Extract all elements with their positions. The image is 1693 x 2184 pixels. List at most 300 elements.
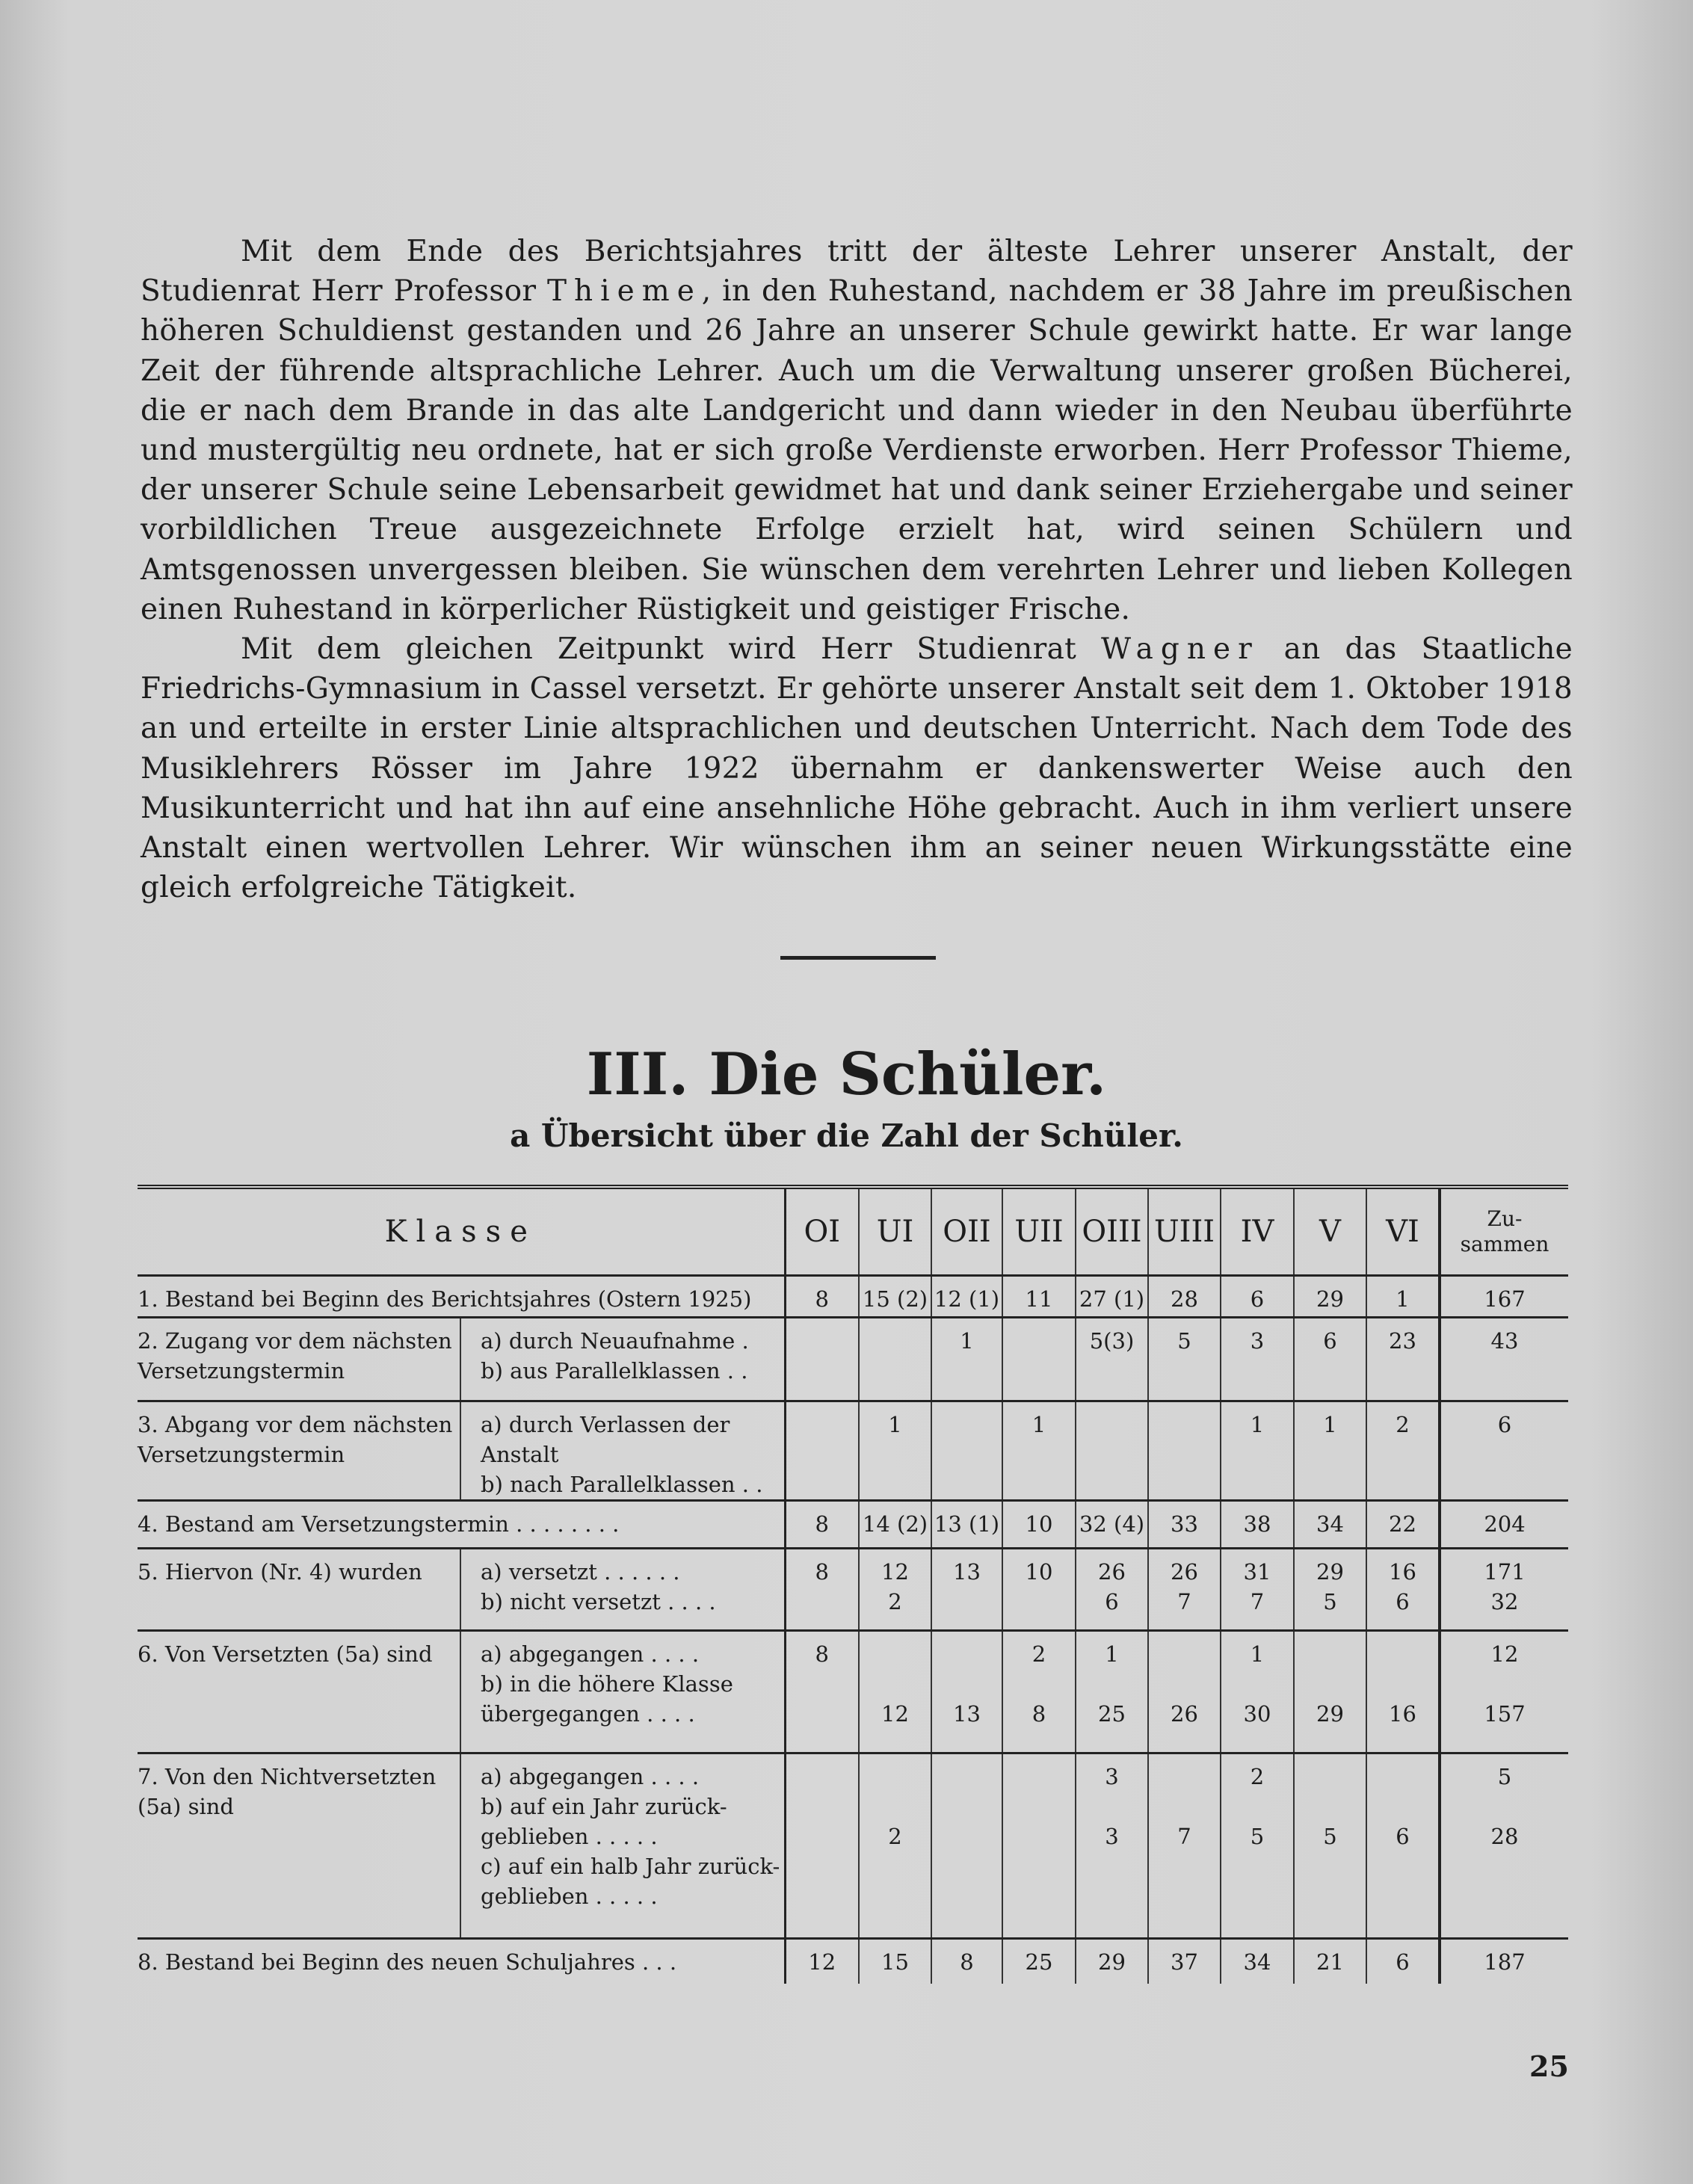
cell-value: 37 <box>1171 1949 1198 1975</box>
table-row <box>138 1753 1568 1939</box>
row-sublabel-line: b) nach Parallelklassen . . <box>481 1472 763 1497</box>
pupil-statistics-table <box>138 1185 1568 1984</box>
total-cell <box>1440 1318 1568 1401</box>
value-cell <box>1294 1401 1366 1501</box>
header-class: IV <box>1221 1187 1294 1276</box>
cell-value: 1 <box>1105 1641 1119 1667</box>
header-class: VI <box>1366 1187 1440 1276</box>
table-row <box>138 1276 1568 1318</box>
cell-value <box>1003 1762 1075 1792</box>
row-sublabel-line: b) aus Parallelklassen . . <box>481 1358 748 1383</box>
cell-value: 15 <box>881 1949 909 1975</box>
value-cell <box>1148 1753 1221 1939</box>
cell-value: 5 <box>1250 1824 1265 1849</box>
row-sublabel-line: a) abgegangen . . . . <box>481 1641 700 1667</box>
cell-value: 1 <box>960 1328 974 1354</box>
value-cell <box>1294 1276 1366 1318</box>
cell-value: 23 <box>1389 1328 1416 1354</box>
row-label-line: 7. Von den Nichtversetzten <box>138 1764 437 1789</box>
cell-value <box>860 1762 931 1792</box>
row-label <box>138 1318 460 1401</box>
table-header-row <box>138 1187 1568 1276</box>
header-total-line2: sammen <box>1460 1232 1549 1256</box>
cell-value <box>786 1326 859 1356</box>
header-class: UIII <box>1148 1187 1221 1276</box>
value-cell <box>931 1753 1002 1939</box>
value-cell <box>931 1501 1002 1549</box>
row-label-line: 2. Zugang vor dem nächsten <box>138 1328 452 1354</box>
section-divider <box>780 956 936 960</box>
value-cell <box>931 1318 1002 1401</box>
value-cell <box>1221 1276 1294 1318</box>
paragraph-1 <box>141 232 1573 629</box>
cell-value: 33 <box>1171 1511 1198 1537</box>
cell-value: 1 <box>1396 1286 1410 1312</box>
cell-value: 29 <box>1098 1949 1126 1975</box>
cell-value: 31 <box>1243 1559 1271 1585</box>
value-cell <box>1366 1401 1440 1501</box>
value-cell <box>859 1318 931 1401</box>
cell-value <box>1221 1669 1293 1699</box>
text-segment: an das Staatliche Friedrichs-Gymnasium in Cassel versetzt. Er gehörte unserer Anstalt seit dem 1. Oktober 1918 an und erteilte in erster Linie altsprachlichen und deutschen Unterricht. Nach dem Tode des Musiklehrers Rösser im Jahre 1922 übernahm er dankenswerter Weise auch den Musikunterricht und hat ihn auf eine ansehnliche Höhe gebracht. Auch in ihm verliert unsere Anstalt einen wertvollen Lehrer. Wir wünschen ihm an seiner neuen Wirkungsstätte eine gleich erfolgreiche Tätigkeit. <box>141 632 1573 905</box>
value-cell <box>1221 1549 1294 1631</box>
value-cell <box>785 1631 859 1753</box>
text-segment: , in den Ruhestand, nachdem er 38 Jahre im preußischen höheren Schuldienst gestanden und 26 Jahre an unserer Schule gewirkt hatte. Er war lange Zeit der führende altsprachliche Lehrer. Auch um die Verwaltung unserer großen Bücherei, die er nach dem Brande in das alte Landgericht und dann wieder in den Neubau überführte und mustergültig neu ordnete, hat er sich große Verdienste erworben. Herr Professor Thieme, der unserer Schule seine Lebensarbeit gewidmet hat und dank seiner Erziehergabe und seiner vorbildlichen Treue ausgezeichnete Erfolge erzielt hat, wird seinen Schülern und Amtsgenossen unvergessen bleiben. Sie wünschen dem verehrten Lehrer und lieben Kollegen einen Ruhestand in körperlicher Rüstigkeit und geistiger Frische. <box>141 274 1573 626</box>
page-number: 25 <box>1529 2049 1569 2083</box>
total-cell <box>1440 1501 1568 1549</box>
cell-value: 1 <box>1031 1412 1046 1437</box>
value-cell <box>1366 1939 1440 1984</box>
cell-value: 3 <box>1105 1764 1119 1789</box>
cell-value: 6 <box>1105 1589 1119 1614</box>
cell-value: 34 <box>1243 1949 1271 1975</box>
row-sublabel-line: c) auf ein halb Jahr zurück- <box>481 1854 780 1879</box>
cell-value: 26 <box>1171 1559 1198 1585</box>
cell-value: 15 (2) <box>862 1286 928 1312</box>
cell-value: 8 <box>815 1641 829 1667</box>
row-sublabels <box>460 1549 785 1631</box>
value-cell <box>1148 1401 1221 1501</box>
row-label-line: 3. Abgang vor dem nächsten <box>138 1412 453 1437</box>
cell-value <box>1149 1410 1220 1440</box>
cell-value <box>786 1851 859 1881</box>
spaced-name: Wagner <box>1100 632 1259 667</box>
cell-value <box>786 1762 859 1792</box>
header-class: OII <box>931 1187 1002 1276</box>
table-row <box>138 1631 1568 1753</box>
value-cell <box>1076 1753 1148 1939</box>
cell-value: 6 <box>1396 1824 1410 1849</box>
value-cell <box>785 1501 859 1549</box>
cell-value <box>932 1851 1002 1881</box>
value-cell <box>1366 1276 1440 1318</box>
total-cell <box>1440 1631 1568 1753</box>
row-sublabel-line: geblieben . . . . . <box>481 1884 658 1909</box>
cell-value: 3 <box>1105 1824 1119 1849</box>
cell-value: 12 <box>881 1559 909 1585</box>
value-cell <box>1002 1401 1076 1501</box>
cell-value: 11 <box>1025 1286 1053 1312</box>
cell-value: 12 <box>881 1701 909 1727</box>
cell-value <box>932 1587 1002 1617</box>
cell-value: 1 <box>888 1412 902 1437</box>
cell-value <box>1295 1881 1366 1911</box>
cell-value <box>786 1669 859 1699</box>
row-label <box>138 1939 785 1984</box>
table-row <box>138 1401 1568 1501</box>
value-cell <box>1294 1549 1366 1631</box>
total-cell <box>1440 1939 1568 1984</box>
total-cell <box>1440 1401 1568 1501</box>
cell-value: 27 (1) <box>1079 1286 1145 1312</box>
cell-value: 22 <box>1389 1511 1416 1537</box>
cell-value <box>1441 1851 1568 1881</box>
row-sublabel-line: b) auf ein Jahr zurück- <box>481 1794 727 1819</box>
text-segment: Mit dem Ende des Berichtsjahres tritt der älteste Lehrer unserer Anstalt, der Studienrat Herr Professor <box>141 235 1573 309</box>
value-cell <box>1366 1549 1440 1631</box>
cell-value <box>1076 1410 1147 1440</box>
value-cell <box>859 1549 931 1631</box>
cell-value <box>860 1669 931 1699</box>
value-cell <box>785 1939 859 1984</box>
cell-value <box>1367 1851 1438 1881</box>
value-cell <box>1294 1631 1366 1753</box>
cell-value: 2 <box>1250 1764 1265 1789</box>
table-row <box>138 1501 1568 1549</box>
cell-value: 38 <box>1243 1511 1271 1537</box>
cell-value: 1 <box>1250 1641 1265 1667</box>
row-label-line: 5. Hiervon (Nr. 4) wurden <box>138 1559 422 1585</box>
value-cell <box>1294 1753 1366 1939</box>
cell-value <box>1367 1881 1438 1911</box>
cell-value: 28 <box>1490 1824 1519 1849</box>
cell-value <box>860 1326 931 1356</box>
cell-value: 157 <box>1484 1701 1526 1727</box>
row-label-line: Versetzungstermin <box>138 1358 345 1383</box>
value-cell <box>859 1276 931 1318</box>
value-cell <box>1002 1501 1076 1549</box>
cell-value: 2 <box>888 1824 902 1849</box>
value-cell <box>785 1276 859 1318</box>
value-cell <box>1076 1276 1148 1318</box>
cell-value <box>1149 1762 1220 1792</box>
paragraph-2 <box>141 629 1573 907</box>
value-cell <box>1002 1939 1076 1984</box>
value-cell <box>1002 1276 1076 1318</box>
cell-value <box>932 1881 1002 1911</box>
value-cell <box>1294 1939 1366 1984</box>
cell-value: 30 <box>1243 1701 1271 1727</box>
row-label-line: 4. Bestand am Versetzungstermin . . . . . . . . <box>138 1511 620 1537</box>
cell-value <box>860 1792 931 1821</box>
section-subtitle: a Übersicht über die Zahl der Schüler. <box>510 1117 1183 1154</box>
cell-value: 14 (2) <box>862 1511 928 1537</box>
value-cell <box>1366 1631 1440 1753</box>
section-title: III. Die Schüler. <box>586 1040 1107 1108</box>
cell-value: 2 <box>1031 1641 1046 1667</box>
cell-value <box>786 1821 859 1851</box>
cell-value <box>1149 1639 1220 1669</box>
row-label <box>138 1401 460 1501</box>
cell-value: 8 <box>960 1949 974 1975</box>
row-label <box>138 1631 460 1753</box>
cell-value: 7 <box>1177 1589 1191 1614</box>
value-cell <box>1076 1401 1148 1501</box>
value-cell <box>1002 1631 1076 1753</box>
cell-value: 7 <box>1250 1589 1265 1614</box>
table-row <box>138 1318 1568 1401</box>
cell-value <box>1295 1792 1366 1821</box>
cell-value: 12 <box>1490 1641 1519 1667</box>
cell-value <box>860 1851 931 1881</box>
value-cell <box>1148 1631 1221 1753</box>
row-label-line: 6. Von Versetzten (5a) sind <box>138 1641 433 1667</box>
cell-value <box>1367 1669 1438 1699</box>
cell-value: 8 <box>815 1511 829 1537</box>
cell-value <box>1441 1792 1568 1821</box>
cell-value <box>1367 1639 1438 1669</box>
value-cell <box>931 1549 1002 1631</box>
cell-value: 12 (1) <box>934 1286 1000 1312</box>
cell-value <box>932 1821 1002 1851</box>
cell-value: 167 <box>1484 1286 1526 1312</box>
value-cell <box>1366 1318 1440 1401</box>
cell-value: 1 <box>1250 1412 1265 1437</box>
row-sublabels <box>460 1631 785 1753</box>
cell-value <box>786 1792 859 1821</box>
value-cell <box>931 1939 1002 1984</box>
cell-value: 28 <box>1171 1286 1198 1312</box>
total-cell <box>1440 1753 1568 1939</box>
cell-value <box>1076 1881 1147 1911</box>
cell-value: 3 <box>1250 1328 1265 1354</box>
cell-value: 171 <box>1484 1559 1526 1585</box>
value-cell <box>1366 1753 1440 1939</box>
cell-value: 13 (1) <box>934 1511 1000 1537</box>
value-cell <box>931 1276 1002 1318</box>
row-sublabel-line: geblieben . . . . . <box>481 1824 658 1849</box>
value-cell <box>1076 1501 1148 1549</box>
cell-value: 2 <box>1396 1412 1410 1437</box>
value-cell <box>1294 1501 1366 1549</box>
cell-value <box>860 1639 931 1669</box>
cell-value <box>1149 1792 1220 1821</box>
header-class: OIII <box>1076 1187 1148 1276</box>
header-class: OI <box>785 1187 859 1276</box>
cell-value: 16 <box>1389 1701 1416 1727</box>
row-label <box>138 1549 460 1631</box>
row-sublabel-line: a) durch Verlassen der Anstalt <box>481 1412 730 1467</box>
value-cell <box>1294 1318 1366 1401</box>
cell-value <box>1003 1821 1075 1851</box>
row-label-line: 8. Bestand bei Beginn des neuen Schuljahres . . . <box>138 1949 677 1975</box>
value-cell <box>785 1753 859 1939</box>
body-text <box>141 232 1573 907</box>
cell-value <box>932 1762 1002 1792</box>
row-sublabel-line: a) durch Neuaufnahme . <box>481 1328 749 1354</box>
cell-value <box>1221 1851 1293 1881</box>
value-cell <box>1002 1318 1076 1401</box>
cell-value: 5 <box>1177 1328 1191 1354</box>
value-cell <box>1221 1753 1294 1939</box>
value-cell <box>1148 1939 1221 1984</box>
cell-value: 43 <box>1490 1328 1519 1354</box>
header-total-line1: Zu- <box>1487 1206 1523 1231</box>
cell-value <box>1003 1587 1075 1617</box>
row-label <box>138 1276 785 1318</box>
value-cell <box>931 1631 1002 1753</box>
cell-value: 187 <box>1484 1949 1526 1975</box>
value-cell <box>785 1318 859 1401</box>
cell-value <box>1076 1669 1147 1699</box>
cell-value <box>1367 1762 1438 1792</box>
value-cell <box>1148 1276 1221 1318</box>
row-sublabels <box>460 1401 785 1501</box>
header-klasse: Klasse <box>138 1187 785 1276</box>
cell-value <box>932 1410 1002 1440</box>
row-sublabels <box>460 1753 785 1939</box>
cell-value: 26 <box>1171 1701 1198 1727</box>
row-sublabel-line: a) versetzt . . . . . . <box>481 1559 680 1585</box>
cell-value <box>1441 1669 1568 1699</box>
value-cell <box>785 1549 859 1631</box>
value-cell <box>1076 1549 1148 1631</box>
cell-value: 13 <box>953 1559 981 1585</box>
row-sublabel-line: b) nicht versetzt . . . . <box>481 1589 716 1614</box>
value-cell <box>859 1401 931 1501</box>
table-row <box>138 1549 1568 1631</box>
cell-value: 5 <box>1497 1764 1512 1789</box>
cell-value <box>932 1669 1002 1699</box>
value-cell <box>1076 1631 1148 1753</box>
cell-value: 5(3) <box>1089 1328 1135 1354</box>
header-class: UII <box>1002 1187 1076 1276</box>
cell-value <box>932 1792 1002 1821</box>
cell-value <box>1076 1851 1147 1881</box>
cell-value <box>1295 1851 1366 1881</box>
value-cell <box>1076 1939 1148 1984</box>
cell-value <box>1295 1762 1366 1792</box>
cell-value <box>1003 1669 1075 1699</box>
cell-value: 29 <box>1316 1701 1344 1727</box>
cell-value <box>932 1639 1002 1669</box>
value-cell <box>1221 1631 1294 1753</box>
cell-value: 29 <box>1316 1286 1344 1312</box>
cell-value: 6 <box>1250 1286 1265 1312</box>
header-class: V <box>1294 1187 1366 1276</box>
cell-value <box>786 1410 859 1440</box>
cell-value: 13 <box>953 1701 981 1727</box>
cell-value: 25 <box>1098 1701 1126 1727</box>
cell-value: 6 <box>1497 1412 1512 1437</box>
row-label-line: (5a) sind <box>138 1794 234 1819</box>
header-class: UI <box>859 1187 931 1276</box>
table-row <box>138 1939 1568 1984</box>
cell-value <box>1367 1792 1438 1821</box>
cell-value <box>786 1587 859 1617</box>
cell-value <box>1441 1881 1568 1911</box>
cell-value <box>786 1881 859 1911</box>
value-cell <box>859 1753 931 1939</box>
value-cell <box>1366 1501 1440 1549</box>
value-cell <box>1148 1501 1221 1549</box>
cell-value: 5 <box>1323 1589 1337 1614</box>
cell-value: 204 <box>1484 1511 1526 1537</box>
cell-value: 32 <box>1490 1589 1519 1614</box>
row-label <box>138 1501 785 1549</box>
cell-value <box>1149 1881 1220 1911</box>
cell-value: 21 <box>1316 1949 1344 1975</box>
cell-value: 8 <box>815 1286 829 1312</box>
row-sublabel-line: a) abgegangen . . . . <box>481 1764 700 1789</box>
cell-value: 32 (4) <box>1079 1511 1145 1537</box>
cell-value: 10 <box>1025 1511 1053 1537</box>
cell-value <box>1076 1792 1147 1821</box>
cell-value: 6 <box>1323 1328 1337 1354</box>
cell-value: 8 <box>1031 1701 1046 1727</box>
cell-value: 34 <box>1316 1511 1344 1537</box>
cell-value <box>1003 1792 1075 1821</box>
cell-value: 25 <box>1025 1949 1053 1975</box>
total-cell <box>1440 1549 1568 1631</box>
spaced-name: Thieme <box>547 274 702 309</box>
cell-value: 6 <box>1396 1589 1410 1614</box>
cell-value: 16 <box>1389 1559 1416 1585</box>
table-body <box>138 1276 1568 1984</box>
cell-value <box>786 1699 859 1729</box>
cell-value: 26 <box>1098 1559 1126 1585</box>
row-sublabels <box>460 1318 785 1401</box>
cell-value <box>1295 1669 1366 1699</box>
cell-value <box>1003 1326 1075 1356</box>
cell-value: 2 <box>888 1589 902 1614</box>
value-cell <box>1221 1939 1294 1984</box>
cell-value: 12 <box>808 1949 836 1975</box>
row-label-line: 1. Bestand bei Beginn des Berichtsjahres (Ostern 1925) <box>138 1286 752 1312</box>
row-label-line: Versetzungstermin <box>138 1442 345 1467</box>
cell-value: 8 <box>815 1559 829 1585</box>
cell-value <box>1003 1881 1075 1911</box>
header-total <box>1440 1187 1568 1276</box>
cell-value: 6 <box>1396 1949 1410 1975</box>
cell-value <box>1221 1792 1293 1821</box>
value-cell <box>1221 1501 1294 1549</box>
value-cell <box>1002 1549 1076 1631</box>
value-cell <box>859 1939 931 1984</box>
cell-value <box>860 1881 931 1911</box>
value-cell <box>859 1501 931 1549</box>
cell-value <box>1295 1639 1366 1669</box>
value-cell <box>1002 1753 1076 1939</box>
value-cell <box>931 1401 1002 1501</box>
cell-value: 7 <box>1177 1824 1191 1849</box>
cell-value: 29 <box>1316 1559 1344 1585</box>
total-cell <box>1440 1276 1568 1318</box>
value-cell <box>1221 1318 1294 1401</box>
value-cell <box>1148 1549 1221 1631</box>
row-sublabel-line: übergegangen . . . . <box>481 1701 695 1727</box>
cell-value: 5 <box>1323 1824 1337 1849</box>
cell-value <box>1003 1851 1075 1881</box>
row-label <box>138 1753 460 1939</box>
value-cell <box>1221 1401 1294 1501</box>
cell-value <box>1149 1851 1220 1881</box>
cell-value: 10 <box>1025 1559 1053 1585</box>
value-cell <box>785 1401 859 1501</box>
cell-value: 1 <box>1323 1412 1337 1437</box>
row-sublabel-line: b) in die höhere Klasse <box>481 1671 733 1697</box>
value-cell <box>1076 1318 1148 1401</box>
